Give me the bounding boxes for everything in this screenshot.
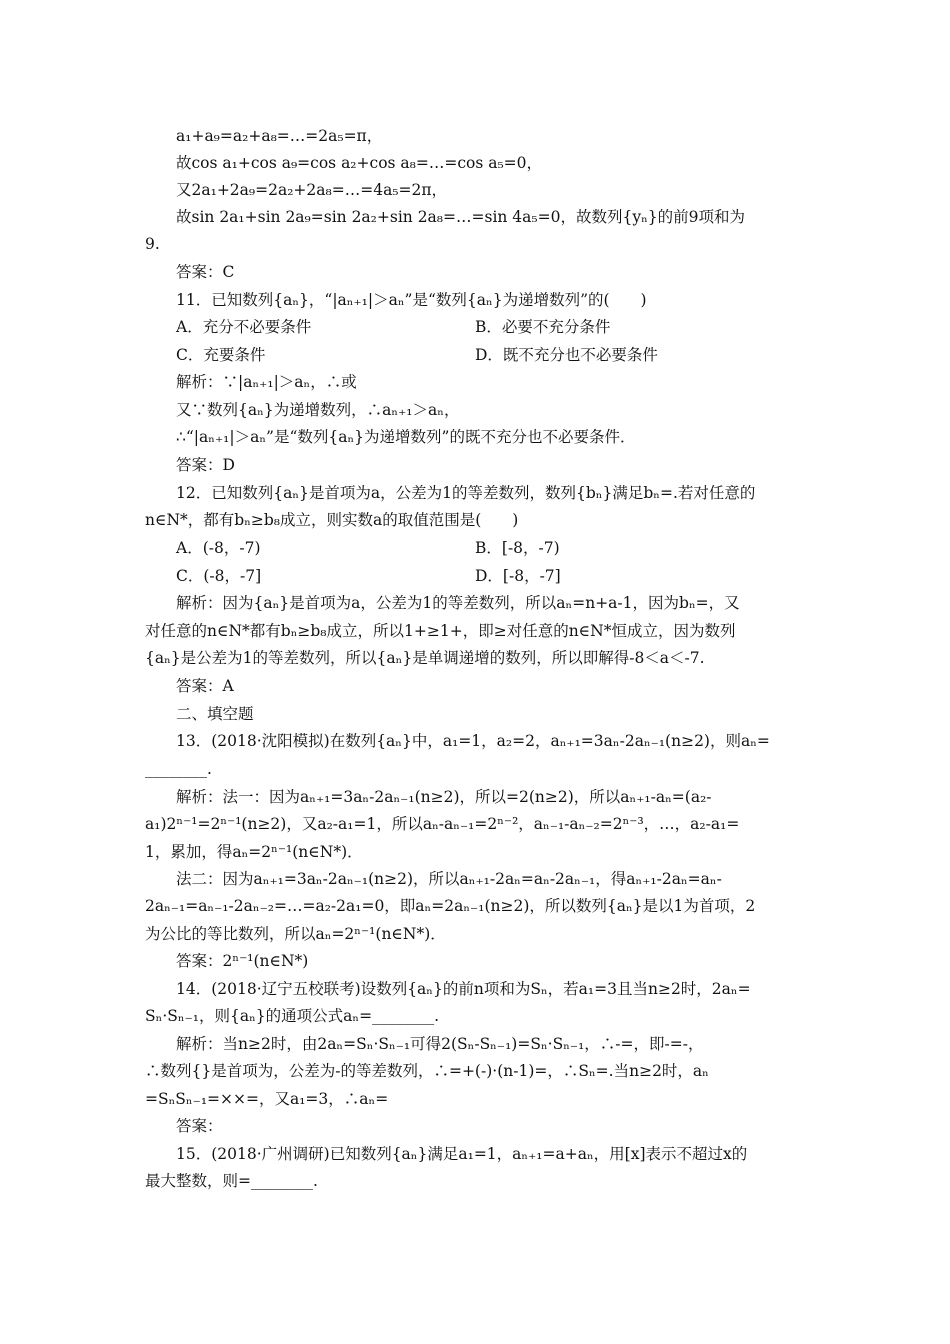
line-text: C．充要条件 <box>176 346 266 364</box>
line-text: A．(-8，-7) <box>176 539 261 557</box>
line-text: 答案：D <box>176 456 235 474</box>
line-text: 15．(2018·广州调研)已知数列{aₙ}满足a₁=1，aₙ₊₁=a+aₙ，用[x]表示不超过x的 <box>176 1145 748 1163</box>
line-text: a₁+a₉=a₂+a₈=…=2a₅=π， <box>176 127 383 145</box>
line-text: 解析：因为{aₙ}是首项为a，公差为1的等差数列，所以aₙ=n+a-1，因为bₙ=，又 <box>176 594 740 612</box>
line-text: 二、填空题 <box>176 705 254 723</box>
line-text: 答案： <box>176 1117 223 1135</box>
line-text: 对任意的n∈N*都有bₙ≥b₈成立，所以1+≥1+，即≥对任意的n∈N*恒成立，因为数列 <box>145 622 736 640</box>
line-text: 答案：A <box>176 677 234 695</box>
line-text: 法二：因为aₙ₊₁=3aₙ-2aₙ₋₁(n≥2)，所以aₙ₊₁-2aₙ=aₙ-2aₙ₋₁，得aₙ₊₁-2aₙ=aₙ- <box>176 870 722 888</box>
option-right: D．[-8，-7] <box>475 567 561 585</box>
line-text: 答案：C <box>176 263 235 281</box>
option-right: B．[-8，-7) <box>475 539 560 557</box>
line-text: 解析：当n≥2时，由2aₙ=Sₙ·Sₙ₋₁可得2(Sₙ-Sₙ₋₁)=Sₙ·Sₙ₋₁，∴-=，即-=-， <box>176 1035 704 1053</box>
line-text: 答案：2ⁿ⁻¹(n∈N*) <box>176 952 309 970</box>
line-text: 2aₙ₋₁=aₙ₋₁-2aₙ₋₂=…=a₂-2a₁=0，即aₙ=2aₙ₋₁(n≥2)，所以数列{aₙ}是以1为首项，2 <box>145 897 756 915</box>
line-text: C．(-8，-7] <box>176 567 262 585</box>
line-text: 1，累加，得aₙ=2ⁿ⁻¹(n∈N*)． <box>145 843 363 861</box>
line-text: 12．已知数列{aₙ}是首项为a，公差为1的等差数列，数列{bₙ}满足bₙ=.若对任意的 <box>176 484 756 502</box>
line-text: Sₙ·Sₙ₋₁，则{aₙ}的通项公式aₙ=________. <box>145 1007 440 1025</box>
line-text: n∈N*，都有bₙ≥b₈成立，则实数a的取值范围是( ) <box>145 511 519 529</box>
line-text: 11．已知数列{aₙ}，“|aₙ₊₁|＞aₙ”是“数列{aₙ}为递增数列”的( ) <box>176 291 647 309</box>
line-text: 又2a₁+2a₉=2a₂+2a₈=…=4a₅=2π， <box>176 181 448 199</box>
line-text: 解析：∵|aₙ₊₁|＞aₙ，∴或 <box>176 373 357 391</box>
line-text: ∴数列{}是首项为，公差为-的等差数列，∴=+(-)·(n-1)=，∴Sₙ=.当n≥2时，aₙ <box>145 1062 709 1080</box>
line-text: ∴“|aₙ₊₁|＞aₙ”是“数列{aₙ}为递增数列”的既不充分也不必要条件． <box>176 428 636 446</box>
line-text: 最大整数，则=________. <box>145 1172 318 1190</box>
line-text: ________. <box>145 760 212 778</box>
line-text: 14．(2018·辽宁五校联考)设数列{aₙ}的前n项和为Sₙ，若a₁=3且当n≥2时，2aₙ= <box>176 980 751 998</box>
line-text: 13．(2018·沈阳模拟)在数列{aₙ}中，a₁=1，a₂=2，aₙ₊₁=3aₙ-2aₙ₋₁(n≥2)，则aₙ= <box>176 732 770 750</box>
line-text: 解析：法一：因为aₙ₊₁=3aₙ-2aₙ₋₁(n≥2)，所以=2(n≥2)，所以aₙ₊₁-aₙ=(a₂- <box>176 788 712 806</box>
line-text: 9. <box>145 235 160 253</box>
line-text: {aₙ}是公差为1的等差数列，所以{aₙ}是单调递增的数列，所以即解得-8＜a＜-7. <box>145 649 705 667</box>
line-text: 故cos a₁+cos a₉=cos a₂+cos a₈=…=cos a₅=0， <box>176 154 543 172</box>
option-right: D．既不充分也不必要条件 <box>475 346 658 364</box>
line-text: 故sin 2a₁+sin 2a₉=sin 2a₂+sin 2a₈=…=sin 4a₅=0，故数列{yₙ}的前9项和为 <box>176 208 746 226</box>
option-right: B．必要不充分条件 <box>475 318 611 336</box>
line-text: 为公比的等比数列，所以aₙ=2ⁿ⁻¹(n∈N*)． <box>145 925 446 943</box>
line-text: =SₙSₙ₋₁=××=，又a₁=3，∴aₙ= <box>145 1090 389 1108</box>
line-text: A．充分不必要条件 <box>176 318 312 336</box>
line-text: a₁)2ⁿ⁻¹=2ⁿ⁻¹(n≥2)，又a₂-a₁=1，所以aₙ-aₙ₋₁=2ⁿ⁻²，aₙ₋₁-aₙ₋₂=2ⁿ⁻³，…，a₂-a₁= <box>145 815 740 833</box>
line-text: 又∵数列{aₙ}为递增数列，∴aₙ₊₁＞aₙ， <box>176 401 460 419</box>
